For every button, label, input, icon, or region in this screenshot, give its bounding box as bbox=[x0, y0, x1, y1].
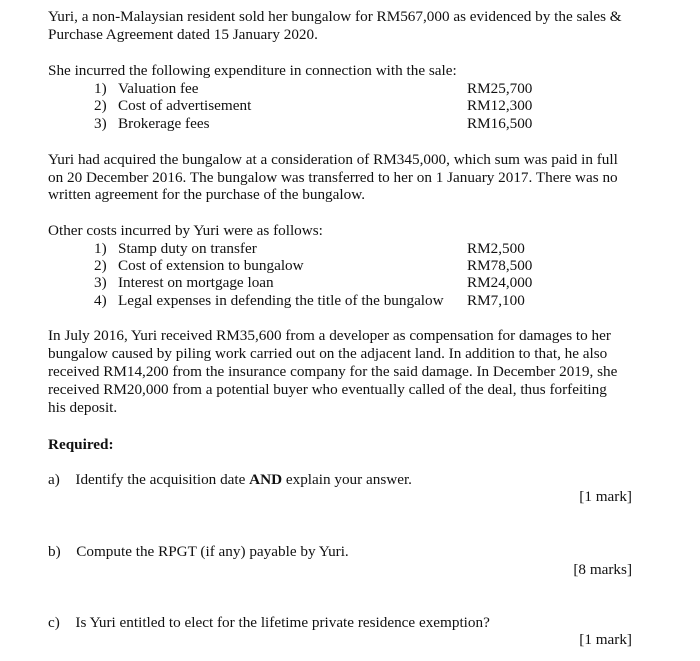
question-text: Identify the acquisition date bbox=[75, 471, 246, 488]
question-text: Compute the RPGT (if any) payable by Yuri. bbox=[76, 543, 349, 560]
list-item-number: 3) bbox=[94, 274, 107, 291]
list-item-amount: RM16,500 bbox=[467, 115, 533, 132]
list-item-amount: RM78,500 bbox=[467, 257, 533, 274]
list-item-number: 2) bbox=[94, 97, 107, 114]
other-costs-heading: Other costs incurred by Yuri were as follows: bbox=[48, 222, 323, 239]
question-c bbox=[48, 614, 490, 632]
list-item-number: 4) bbox=[94, 292, 107, 309]
compensation-line-1: In July 2016, Yuri received RM35,600 from a developer as compensation for damages to her bbox=[48, 327, 611, 344]
list-item-number: 3) bbox=[94, 115, 107, 132]
question-letter: a) bbox=[48, 471, 60, 488]
question-letter: b) bbox=[48, 543, 61, 560]
compensation-line-5: his deposit. bbox=[48, 399, 118, 416]
acquisition-line-3: written agreement for the purchase of the bungalow. bbox=[48, 186, 365, 203]
compensation-line-2: bungalow caused by piling work carried out on the adjacent land. In addition to that, he also bbox=[48, 345, 608, 362]
list-item-label: Valuation fee bbox=[118, 80, 199, 97]
list-item-amount: RM7,100 bbox=[467, 292, 525, 309]
list-item-label: Stamp duty on transfer bbox=[118, 240, 257, 257]
list-item-amount: RM25,700 bbox=[467, 80, 533, 97]
question-a-marks: [1 mark] bbox=[579, 488, 632, 505]
compensation-line-4: received RM20,000 from a potential buyer who eventually called of the deal, thus forfeiting bbox=[48, 381, 607, 398]
question-b-marks: [8 marks] bbox=[573, 561, 632, 578]
list-item-amount: RM12,300 bbox=[467, 97, 533, 114]
required-heading: Required: bbox=[48, 436, 114, 453]
list-item-label: Cost of extension to bungalow bbox=[118, 257, 304, 274]
question-text: explain your answer. bbox=[285, 471, 412, 488]
question-b bbox=[48, 543, 349, 561]
list-item-label: Brokerage fees bbox=[118, 115, 210, 132]
list-item-number: 1) bbox=[94, 240, 107, 257]
question-a bbox=[48, 471, 412, 489]
intro-line-1: Yuri, a non-Malaysian resident sold her bungalow for RM567,000 as evidenced by the sales & bbox=[48, 8, 622, 25]
list-item-label: Interest on mortgage loan bbox=[118, 274, 274, 291]
list-item-label: Cost of advertisement bbox=[118, 97, 252, 114]
list-item-number: 1) bbox=[94, 80, 107, 97]
sale-expenditure-heading: She incurred the following expenditure in connection with the sale: bbox=[48, 62, 457, 79]
list-item-amount: RM2,500 bbox=[467, 240, 525, 257]
question-c-marks: [1 mark] bbox=[579, 631, 632, 648]
question-letter: c) bbox=[48, 614, 60, 631]
question-text: Is Yuri entitled to elect for the lifetime private residence exemption? bbox=[75, 614, 490, 631]
list-item-label: Legal expenses in defending the title of the bungalow bbox=[118, 292, 444, 309]
acquisition-line-1: Yuri had acquired the bungalow at a consideration of RM345,000, which sum was paid in full bbox=[48, 151, 618, 168]
list-item-amount: RM24,000 bbox=[467, 274, 533, 291]
compensation-line-3: received RM14,200 from the insurance company for the said damage. In December 2019, she bbox=[48, 363, 618, 380]
list-item-number: 2) bbox=[94, 257, 107, 274]
intro-line-2: Purchase Agreement dated 15 January 2020. bbox=[48, 26, 318, 43]
acquisition-line-2: on 20 December 2016. The bungalow was transferred to her on 1 January 2017. There was no bbox=[48, 169, 618, 186]
question-emphasis: AND bbox=[249, 471, 283, 488]
